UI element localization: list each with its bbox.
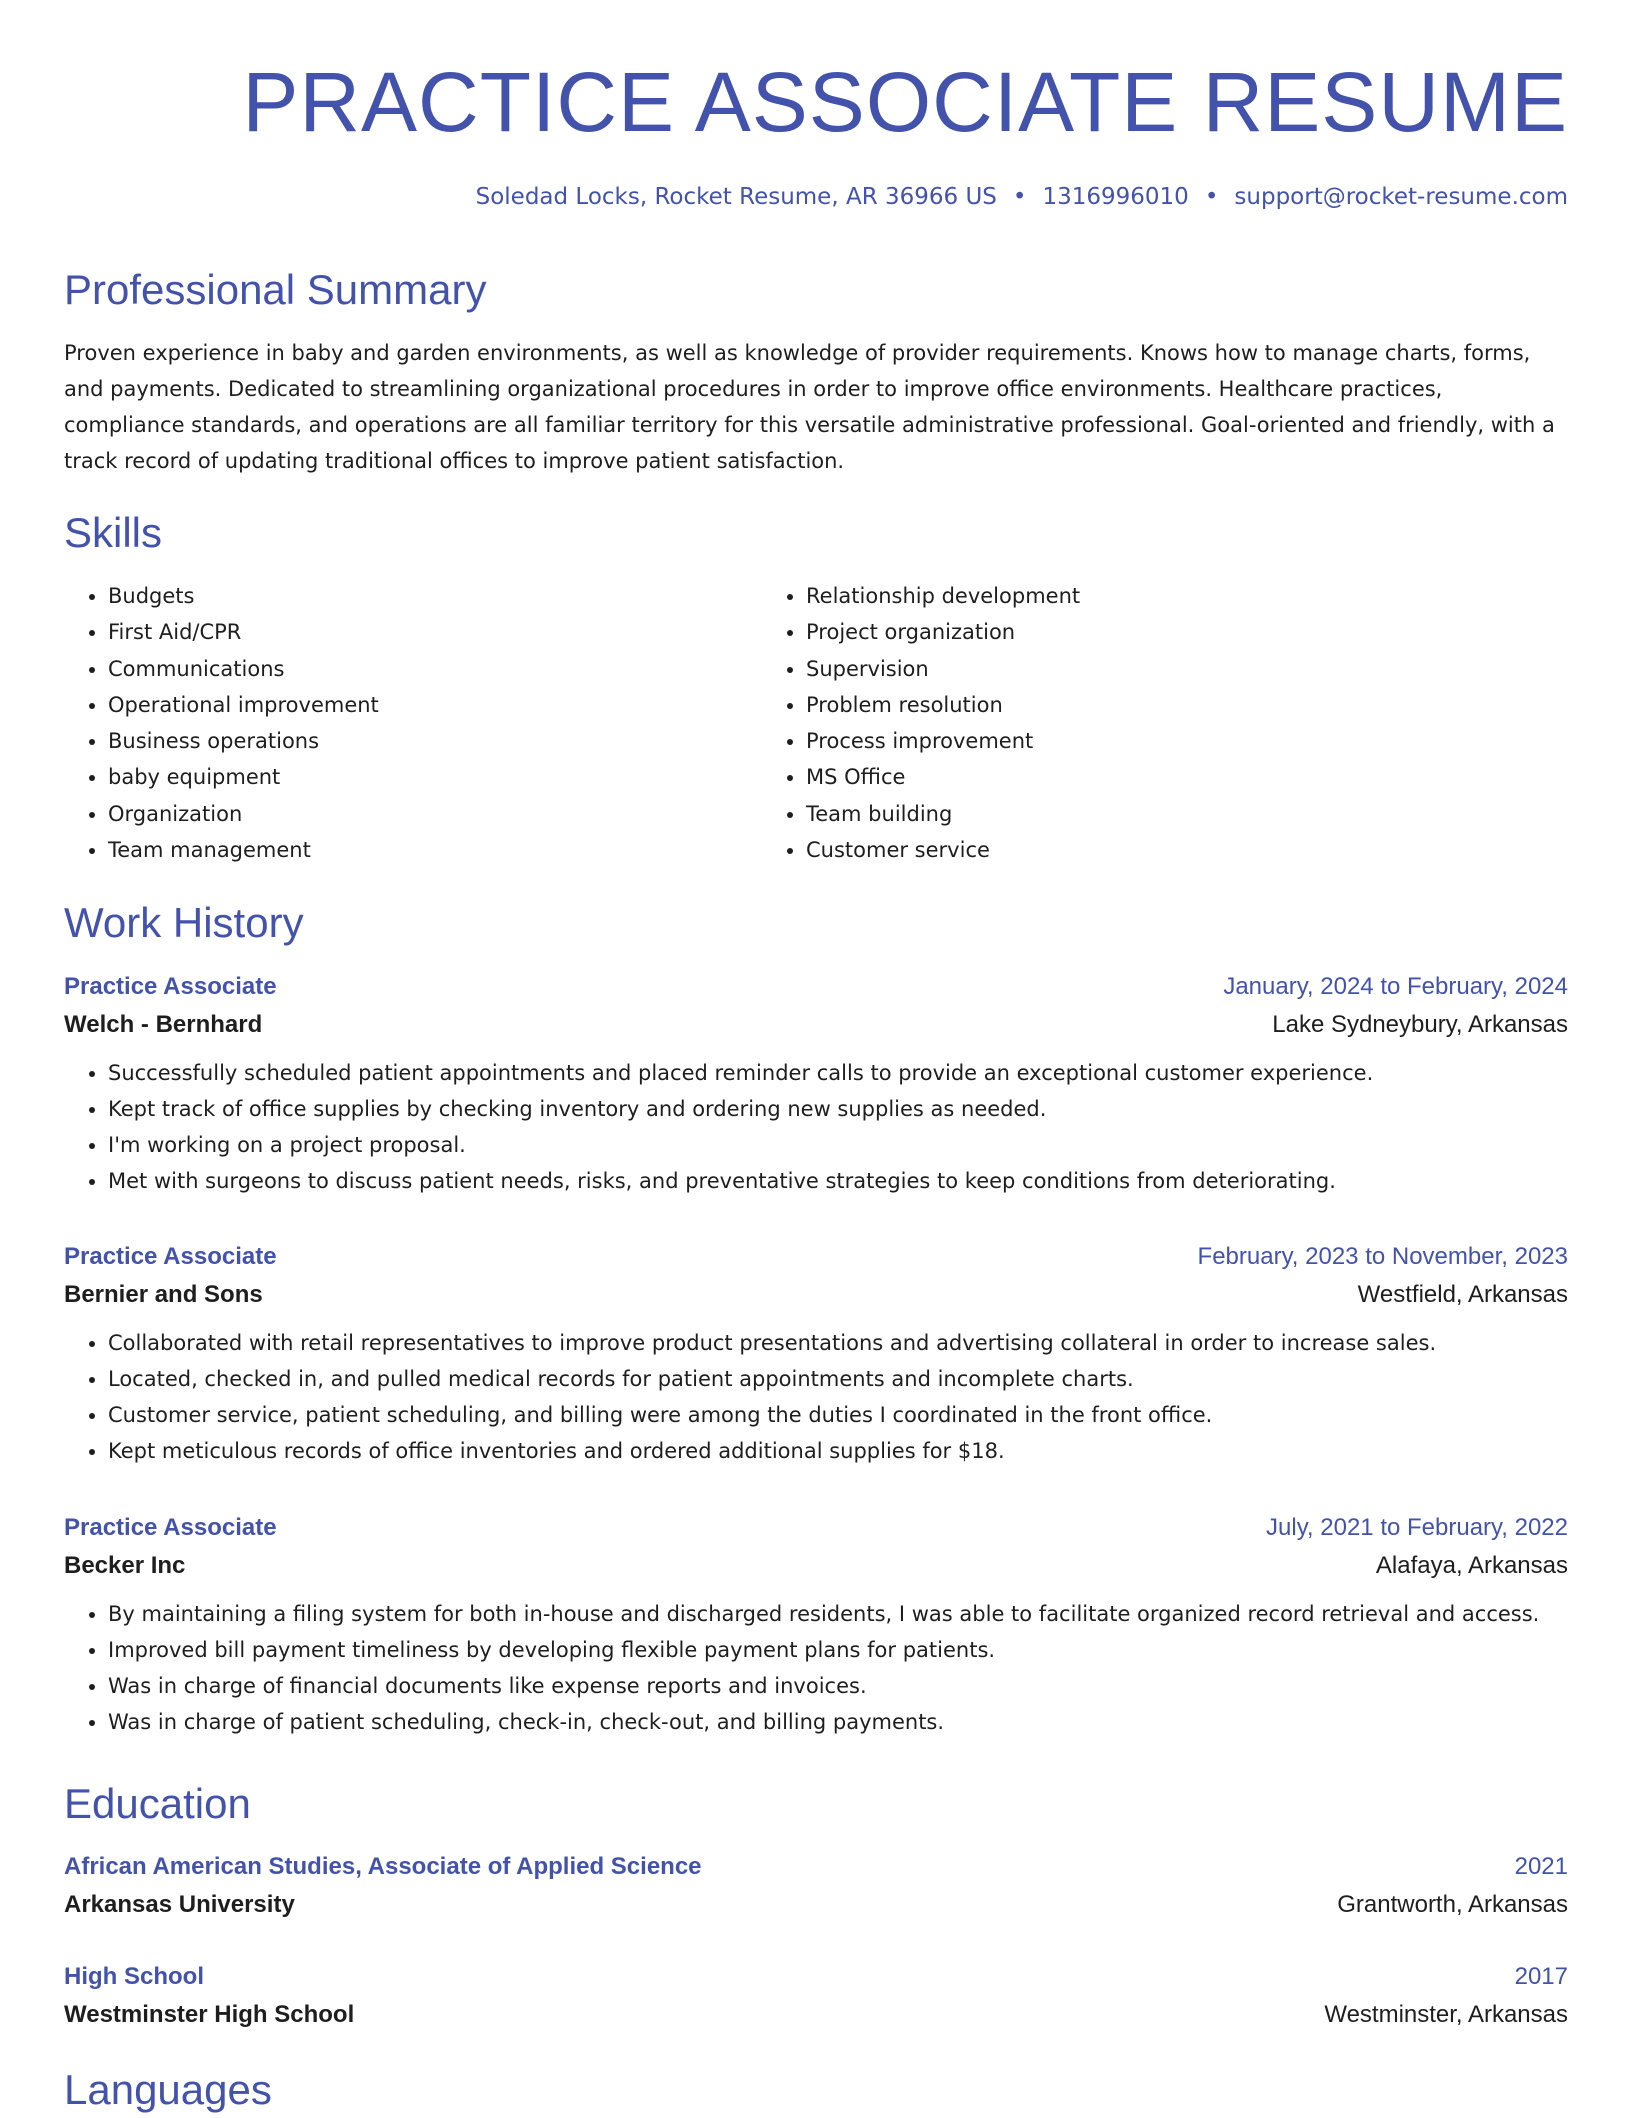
job-duty: • By maintaining a filing system for both in-house and discharged residents, I was able to facilitate organized record retrieval and access.: [108, 1596, 1568, 1632]
job-duty: • Improved bill payment timeliness by developing flexible payment plans for patients.: [108, 1632, 1568, 1668]
education-location: Westminster, Arkansas: [1324, 2001, 1568, 2028]
job-duties: [64, 1596, 1568, 1740]
skill-item: • First Aid/CPR: [108, 614, 762, 650]
education-location: Grantworth, Arkansas: [1337, 1891, 1568, 1918]
contact-separator: •: [1012, 184, 1027, 210]
job-duties: [64, 1325, 1568, 1469]
skill-item: • baby equipment: [108, 759, 762, 795]
contact-separator: •: [1204, 184, 1219, 210]
skill-item: • Supervision: [806, 651, 1460, 687]
work-history-heading: Work History: [64, 899, 304, 946]
contact-email: support@rocket-resume.com: [1234, 184, 1568, 210]
education-entry: [64, 1959, 1568, 2035]
skills-column-right: [762, 578, 1460, 868]
skill-item: • Business operations: [108, 723, 762, 759]
contact-address: Soledad Locks, Rocket Resume, AR 36966 US: [475, 184, 997, 210]
job-title: Practice Associate: [64, 1243, 277, 1270]
contact-line: [476, 180, 1568, 214]
skill-item: • Project organization: [806, 614, 1460, 650]
education-year: 2017: [1514, 1963, 1568, 1990]
skill-item: • Customer service: [806, 832, 1460, 868]
education-degree: High School: [64, 1963, 204, 1990]
job-duty: • Located, checked in, and pulled medical records for patient appointments and incomplete charts.: [108, 1361, 1568, 1397]
job-duty: • Collaborated with retail representatives to improve product presentations and advertising collateral in order to increase sales.: [108, 1325, 1568, 1361]
job-duties: [64, 1055, 1568, 1199]
job-duty: • Customer service, patient scheduling, and billing were among the duties I coordinated in the front office.: [108, 1397, 1568, 1433]
skill-item: • Organization: [108, 796, 762, 832]
education-school: Arkansas University: [64, 1891, 295, 1918]
languages-heading: Languages: [64, 2066, 272, 2113]
job-location: Lake Sydneybury, Arkansas: [1272, 1011, 1568, 1038]
job-company: Welch - Bernhard: [64, 1011, 263, 1038]
job-dates: January, 2024 to February, 2024: [1223, 973, 1568, 1000]
job-location: Alafaya, Arkansas: [1375, 1552, 1568, 1579]
skills-column-left: [64, 578, 762, 868]
education-heading: Education: [64, 1780, 251, 1827]
job-duty: • Successfully scheduled patient appointments and placed reminder calls to provide an exceptional customer experience.: [108, 1055, 1568, 1091]
job-entry: [64, 969, 1568, 1199]
skill-item: • MS Office: [806, 759, 1460, 795]
job-company: Becker Inc: [64, 1552, 186, 1579]
job-duty: • Was in charge of patient scheduling, check-in, check-out, and billing payments.: [108, 1704, 1568, 1740]
job-duty: • I'm working on a project proposal.: [108, 1127, 1568, 1163]
job-entry: [64, 1510, 1568, 1740]
skills-list: [64, 578, 1568, 868]
job-duty: • Met with surgeons to discuss patient needs, risks, and preventative strategies to keep conditions from deteriorating.: [108, 1163, 1568, 1199]
skills-heading: Skills: [64, 509, 163, 556]
job-title: Practice Associate: [64, 973, 277, 1000]
skill-item: • Problem resolution: [806, 687, 1460, 723]
skill-item: • Team building: [806, 796, 1460, 832]
job-company: Bernier and Sons: [64, 1281, 263, 1308]
resume-title: PRACTICE ASSOCIATE RESUME: [242, 55, 1568, 149]
contact-phone: 1316996010: [1042, 184, 1189, 210]
summary-text: Proven experience in baby and garden environments, as well as knowledge of provider requirements. Knows how to manage charts, forms, and payments. Dedicated to streamlining organizational procedures in order to improve office environments. Healthcare practices, compliance standards, and operations are all familiar territory for this versatile administrative professional. Goal-oriented and friendly, with a track record of updating traditional offices to improve patient satisfaction.: [64, 341, 1555, 473]
skill-item: • Relationship development: [806, 578, 1460, 614]
education-degree: African American Studies, Associate of Applied Science: [64, 1853, 702, 1880]
job-entry: [64, 1239, 1568, 1469]
education-entry: [64, 1849, 1568, 1925]
education-school: Westminster High School: [64, 2001, 355, 2028]
job-dates: February, 2023 to November, 2023: [1197, 1243, 1568, 1270]
skill-item: • Operational improvement: [108, 687, 762, 723]
skill-item: • Process improvement: [806, 723, 1460, 759]
skill-item: • Team management: [108, 832, 762, 868]
summary-heading: Professional Summary: [64, 266, 487, 313]
job-dates: July, 2021 to February, 2022: [1266, 1514, 1568, 1541]
job-location: Westfield, Arkansas: [1357, 1281, 1568, 1308]
job-duty: • Kept meticulous records of office inventories and ordered additional supplies for $18.: [108, 1433, 1568, 1469]
skill-item: • Budgets: [108, 578, 762, 614]
education-year: 2021: [1514, 1853, 1568, 1880]
job-duty: • Kept track of office supplies by checking inventory and ordering new supplies as needed.: [108, 1091, 1568, 1127]
job-duty: • Was in charge of financial documents like expense reports and invoices.: [108, 1668, 1568, 1704]
skill-item: • Communications: [108, 651, 762, 687]
job-title: Practice Associate: [64, 1514, 277, 1541]
